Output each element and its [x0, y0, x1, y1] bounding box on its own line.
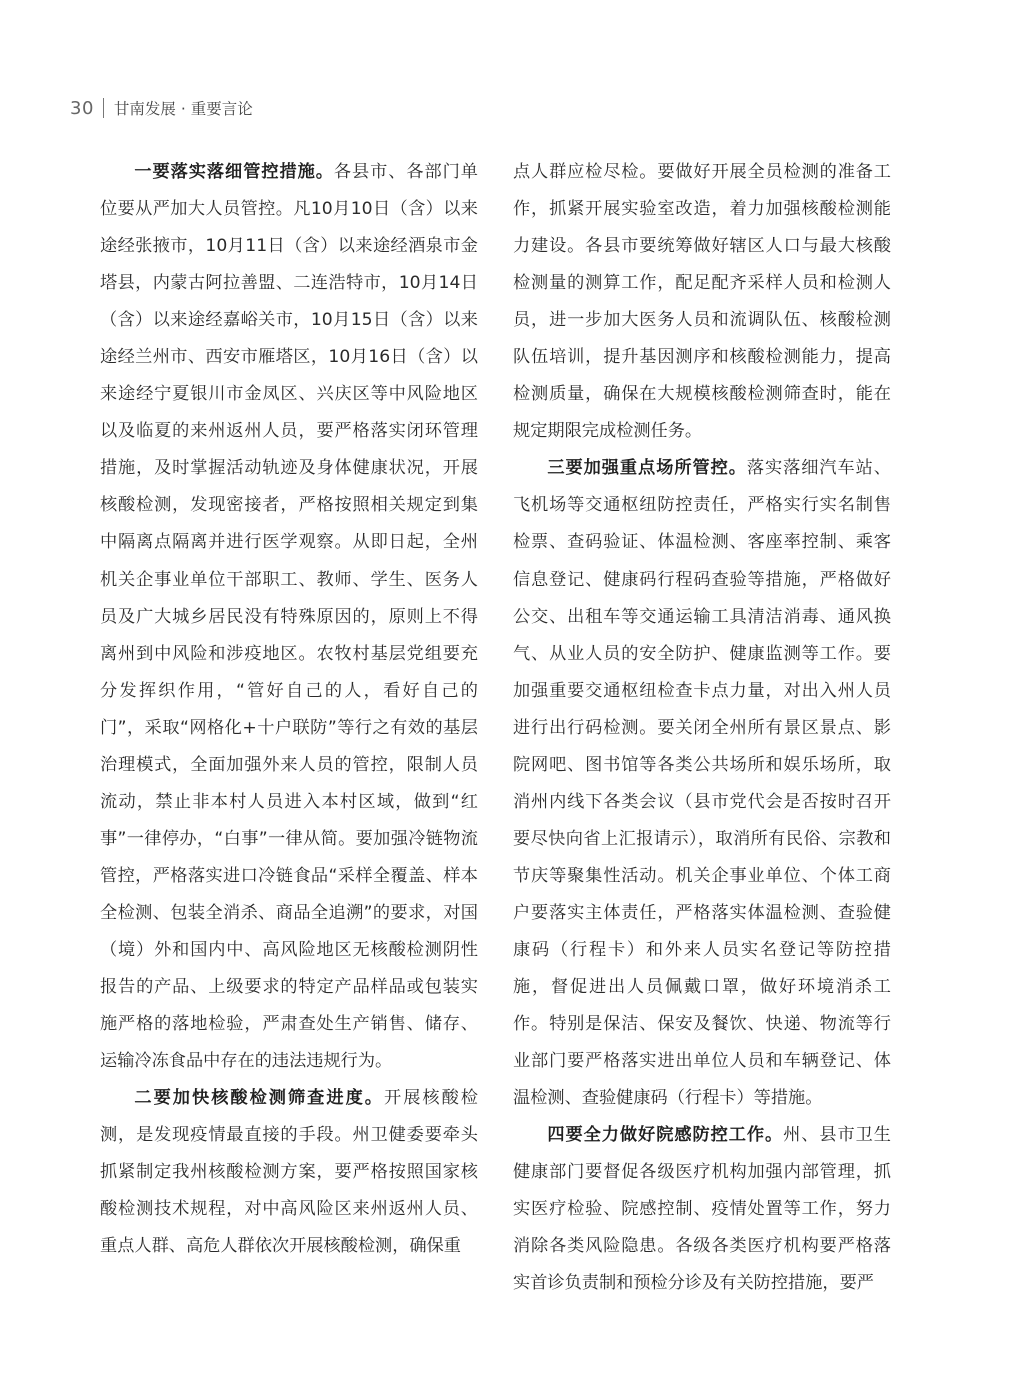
paragraph-four	[513, 1117, 891, 1302]
header-divider	[103, 98, 104, 118]
paragraph-two-continued: 点人群应检尽检。要做好开展全员检测的准备工作，抓紧开展实验室改造，着力加强核酸检测能力建设。各县市要统筹做好辖区人口与最大核酸检测量的测算工作，配足配齐采样人员和检测人员，进一步加大医务人员和流调队伍、核酸检测队伍培训，提升基因测序和核酸检测能力，提高检测质量，确保在大规模核酸检测筛查时，能在规定期限完成检测任务。	[513, 162, 891, 442]
paragraph-three-body: 落实落细汽车站、飞机场等交通枢纽防控责任，严格实行实名制售检票、查码验证、体温检测、客座率控制、乘客信息登记、健康码行程码查验等措施，严格做好公交、出租车等交通运输工具清洁消毒、通风换气、从业人员的安全防护、健康监测等工作。要加强重要交通枢纽检查卡点力量，对出入州人员进行出行码检测。要关闭全州所有景区景点、影院网吧、图书馆等各类公共场所和娱乐场所，取消州内线下各类会议（县市党代会是否按时召开要尽快向省上汇报请示），取消所有民俗、宗教和节庆等聚集性活动。机关企事业单位、个体工商户要落实主体责任，严格落实体温检测、查验健康码（行程卡）和外来人员实名登记等防控措施，督促进出人员佩戴口罩，做好环境消杀工作。特别是保洁、保安及餐饮、快递、物流等行业部门要严格落实进出单位人员和车辆登记、体温检测、查验健康码（行程卡）等措施。	[513, 458, 891, 1109]
paragraph-three-lead: 三要加强重点场所管控。	[547, 458, 747, 479]
paragraph-one-body: 各县市、各部门单位要从严加大人员管控。凡10月10日（含）以来途经张掖市，10月11日（含）以来途经酒泉市金塔县，内蒙古阿拉善盟、二连浩特市，10月14日（含）以来途经嘉峪关市，10月15日（含）以来途经兰州市、西安市雁塔区，10月16日（含）以来途经宁夏银川市金凤区、兴庆区等中风险地区以及临夏的来州返州人员，要严格落实闭环管理措施，及时掌握活动轨迹及身体健康状况，开展核酸检测，发现密接者，严格按照相关规定到集中隔离点隔离并进行医学观察。从即日起，全州机关企事业单位干部职工、教师、学生、医务人员及广大城乡居民没有特殊原因的，原则上不得离州到中风险和涉疫地区。农牧村基层党组要充分发挥织作用，“管好自己的人，看好自己的门”，采取“网格化+十户联防”等行之有效的基层治理模式，全面加强外来人员的管控，限制人员流动，禁止非本村人员进入本村区域，做到“红事”一律停办，“白事”一律从简。要加强冷链物流管控，严格落实进口冷链食品“采样全覆盖、样本全检测、包装全消杀、商品全追溯”的要求，对国（境）外和国内中、高风险地区无核酸检测阴性报告的产品、上级要求的特定产品样品或包装实施严格的落地检验，严肃查处生产销售、储存、运输冷冻食品中存在的违法违规行为。	[100, 162, 478, 1072]
paragraph-two-body: 开展核酸检测，是发现疫情最直接的手段。州卫健委要牵头抓紧制定我州核酸检测方案，要严格按照国家核酸检测技术规程，对中高风险区来州返州人员、重点人群、高危人群依次开展核酸检测，确保重	[100, 1088, 478, 1257]
section-title: 甘南发展 · 重要言论	[113, 100, 253, 118]
right-column	[513, 154, 891, 1302]
paragraph-two	[100, 1080, 478, 1265]
paragraph-one	[100, 154, 478, 1080]
paragraph-two-lead: 二要加快核酸检测筛查进度。	[134, 1088, 384, 1109]
page-number: 30	[70, 97, 94, 119]
running-header	[70, 97, 253, 119]
left-column	[100, 154, 478, 1265]
paragraph-four-body: 州、县市卫生健康部门要督促各级医疗机构加强内部管理，抓实医疗检验、院感控制、疫情处置等工作，努力消除各类风险隐患。各级各类医疗机构要严格落实首诊负责制和预检分诊及有关防控措施，要严	[513, 1125, 891, 1294]
paragraph-one-lead: 一要落实落细管控措施。	[134, 162, 334, 182]
paragraph-three	[513, 450, 891, 1117]
paragraph-four-lead: 四要全力做好院感防控工作。	[547, 1125, 784, 1146]
